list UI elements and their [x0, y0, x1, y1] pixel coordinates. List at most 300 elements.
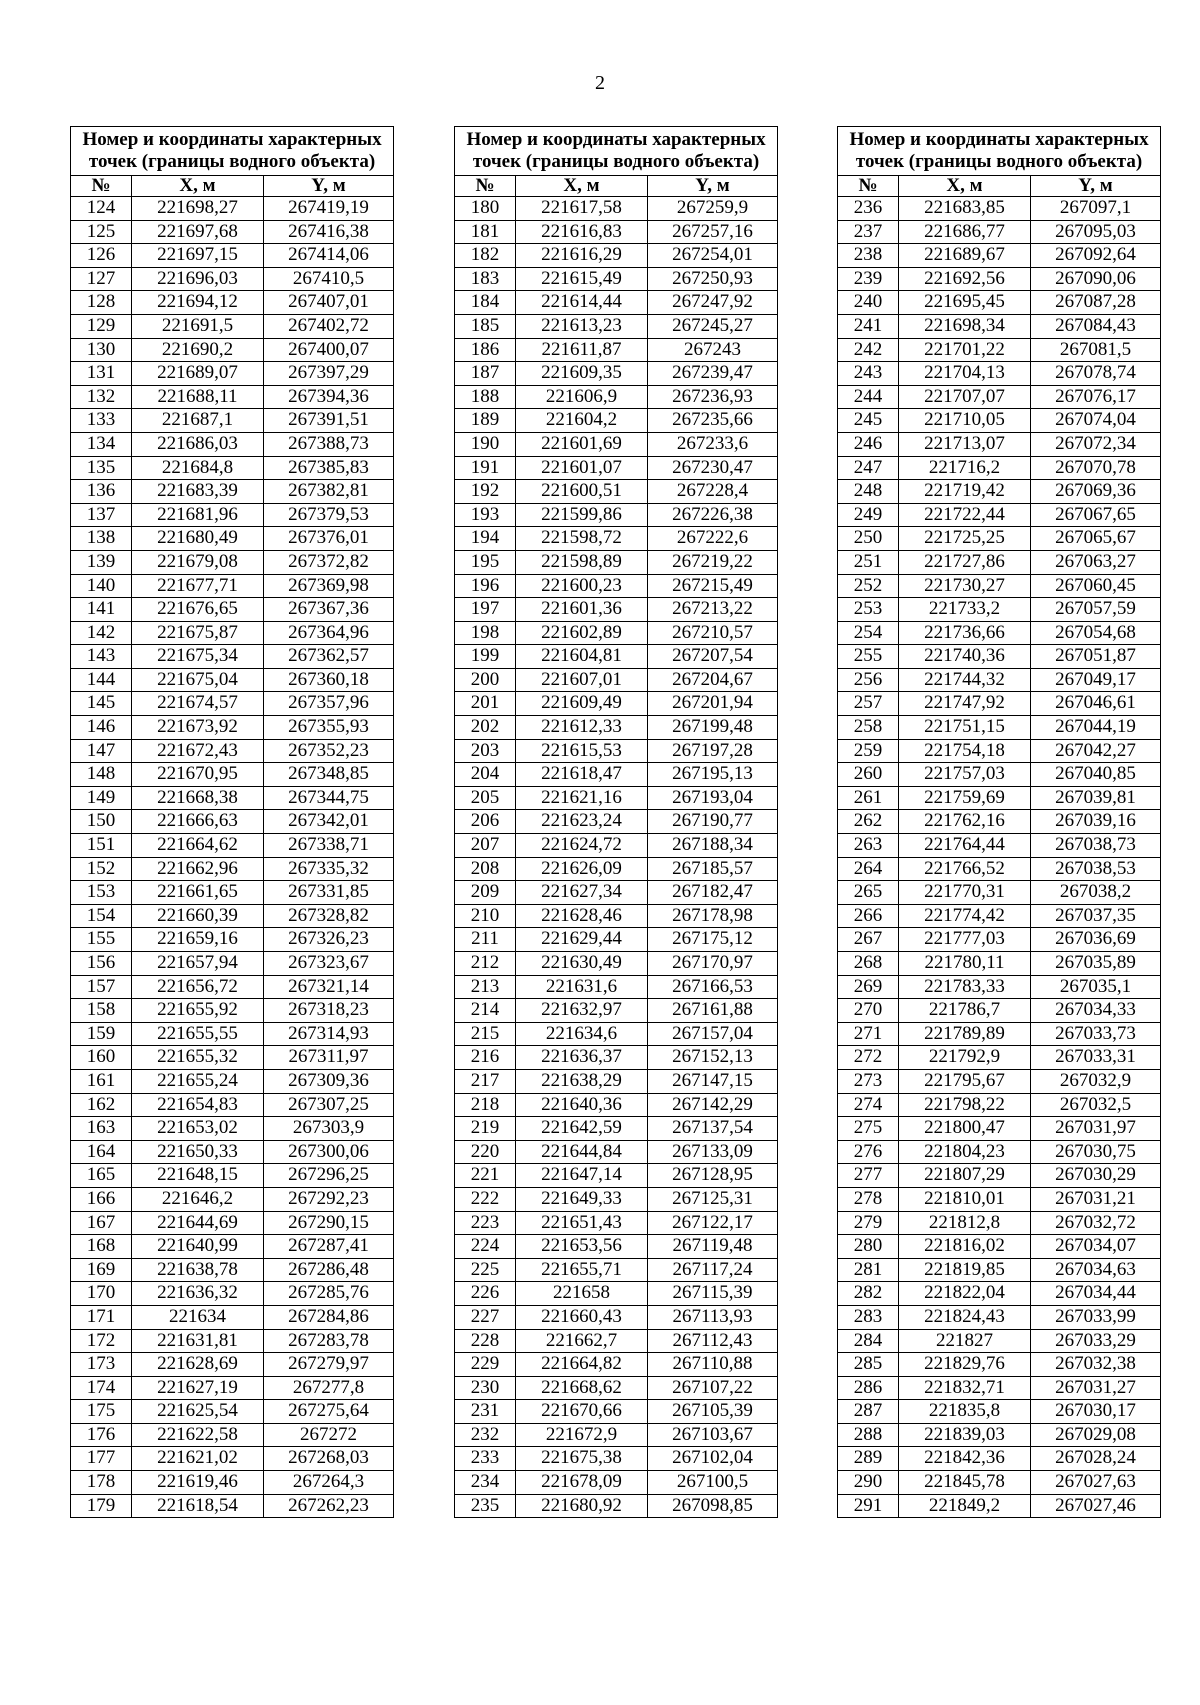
y-coordinate-cell: 267201,94	[648, 692, 778, 716]
x-coordinate-cell: 221722,44	[899, 503, 1031, 527]
table-row	[455, 1471, 778, 1495]
table-row	[71, 291, 394, 315]
x-coordinate-cell: 221648,15	[132, 1164, 264, 1188]
y-coordinate-cell: 267400,07	[264, 338, 394, 362]
point-number-cell: 155	[71, 928, 132, 952]
y-coordinate-cell: 267292,23	[264, 1187, 394, 1211]
x-coordinate-cell: 221795,67	[899, 1069, 1031, 1093]
column-header-number: №	[71, 176, 132, 197]
point-number-cell: 278	[838, 1187, 899, 1211]
y-coordinate-cell: 267233,6	[648, 432, 778, 456]
point-number-cell: 198	[455, 621, 516, 645]
y-coordinate-cell: 267142,29	[648, 1093, 778, 1117]
y-coordinate-cell: 267115,39	[648, 1282, 778, 1306]
point-number-cell: 270	[838, 999, 899, 1023]
y-coordinate-cell: 267369,98	[264, 574, 394, 598]
x-coordinate-cell: 221692,56	[899, 267, 1031, 291]
x-coordinate-cell: 221606,9	[516, 385, 648, 409]
y-coordinate-cell: 267097,1	[1031, 197, 1161, 221]
y-coordinate-cell: 267272	[264, 1423, 394, 1447]
point-number-cell: 227	[455, 1305, 516, 1329]
x-coordinate-cell: 221666,63	[132, 810, 264, 834]
table-row	[71, 1376, 394, 1400]
x-coordinate-cell: 221686,03	[132, 432, 264, 456]
y-coordinate-cell: 267113,93	[648, 1305, 778, 1329]
y-coordinate-cell: 267054,68	[1031, 621, 1161, 645]
table-row	[838, 1046, 1161, 1070]
y-coordinate-cell: 267275,64	[264, 1400, 394, 1424]
point-number-cell: 125	[71, 220, 132, 244]
y-coordinate-cell: 267103,67	[648, 1423, 778, 1447]
x-coordinate-cell: 221751,15	[899, 716, 1031, 740]
x-coordinate-cell: 221655,71	[516, 1258, 648, 1282]
y-coordinate-cell: 267402,72	[264, 314, 394, 338]
x-coordinate-cell: 221649,33	[516, 1187, 648, 1211]
point-number-cell: 131	[71, 362, 132, 386]
y-coordinate-cell: 267376,01	[264, 527, 394, 551]
point-number-cell: 154	[71, 904, 132, 928]
table-row	[71, 1447, 394, 1471]
point-number-cell: 281	[838, 1258, 899, 1282]
table-row	[455, 1258, 778, 1282]
table-row	[838, 480, 1161, 504]
y-coordinate-cell: 267245,27	[648, 314, 778, 338]
table-row	[838, 786, 1161, 810]
y-coordinate-cell: 267239,47	[648, 362, 778, 386]
y-coordinate-cell: 267032,72	[1031, 1211, 1161, 1235]
y-coordinate-cell: 267119,48	[648, 1235, 778, 1259]
x-coordinate-cell: 221694,12	[132, 291, 264, 315]
x-coordinate-cell: 221630,49	[516, 952, 648, 976]
point-number-cell: 145	[71, 692, 132, 716]
table-row	[455, 952, 778, 976]
point-number-cell: 124	[71, 197, 132, 221]
table-row	[838, 385, 1161, 409]
point-number-cell: 240	[838, 291, 899, 315]
table-row	[455, 456, 778, 480]
point-number-cell: 156	[71, 952, 132, 976]
point-number-cell: 225	[455, 1258, 516, 1282]
point-number-cell: 196	[455, 574, 516, 598]
y-coordinate-cell: 267122,17	[648, 1211, 778, 1235]
x-coordinate-cell: 221664,82	[516, 1353, 648, 1377]
x-coordinate-cell: 221644,84	[516, 1140, 648, 1164]
y-coordinate-cell: 267414,06	[264, 244, 394, 268]
y-coordinate-cell: 267030,17	[1031, 1400, 1161, 1424]
y-coordinate-cell: 267110,88	[648, 1353, 778, 1377]
x-coordinate-cell: 221691,5	[132, 314, 264, 338]
point-number-cell: 271	[838, 1022, 899, 1046]
x-coordinate-cell: 221624,72	[516, 834, 648, 858]
y-coordinate-cell: 267204,67	[648, 668, 778, 692]
x-coordinate-cell: 221627,19	[132, 1376, 264, 1400]
y-coordinate-cell: 267033,29	[1031, 1329, 1161, 1353]
point-number-cell: 247	[838, 456, 899, 480]
x-coordinate-cell: 221675,87	[132, 621, 264, 645]
point-number-cell: 134	[71, 432, 132, 456]
column-header-x: X, м	[132, 176, 264, 197]
y-coordinate-cell: 267367,36	[264, 598, 394, 622]
y-coordinate-cell: 267032,38	[1031, 1353, 1161, 1377]
table-row	[455, 999, 778, 1023]
table-row	[838, 527, 1161, 551]
point-number-cell: 205	[455, 786, 516, 810]
point-number-cell: 264	[838, 857, 899, 881]
x-coordinate-cell: 221754,18	[899, 739, 1031, 763]
table-row	[455, 1069, 778, 1093]
table-row	[71, 999, 394, 1023]
x-coordinate-cell: 221679,08	[132, 550, 264, 574]
x-coordinate-cell: 221725,25	[899, 527, 1031, 551]
table-row	[71, 314, 394, 338]
point-number-cell: 173	[71, 1353, 132, 1377]
x-coordinate-cell: 221835,8	[899, 1400, 1031, 1424]
table-row	[71, 1140, 394, 1164]
y-coordinate-cell: 267360,18	[264, 668, 394, 692]
y-coordinate-cell: 267031,21	[1031, 1187, 1161, 1211]
y-coordinate-cell: 267362,57	[264, 645, 394, 669]
y-coordinate-cell: 267219,22	[648, 550, 778, 574]
y-coordinate-cell: 267030,29	[1031, 1164, 1161, 1188]
table-row	[71, 1093, 394, 1117]
x-coordinate-cell: 221631,81	[132, 1329, 264, 1353]
table-row	[838, 550, 1161, 574]
table-row	[455, 1046, 778, 1070]
point-number-cell: 167	[71, 1211, 132, 1235]
table-row	[838, 1400, 1161, 1424]
x-coordinate-cell: 221697,15	[132, 244, 264, 268]
point-number-cell: 260	[838, 763, 899, 787]
table-row	[455, 1164, 778, 1188]
point-number-cell: 217	[455, 1069, 516, 1093]
table-row	[71, 763, 394, 787]
table-row	[838, 1329, 1161, 1353]
point-number-cell: 230	[455, 1376, 516, 1400]
point-number-cell: 143	[71, 645, 132, 669]
point-number-cell: 266	[838, 904, 899, 928]
y-coordinate-cell: 267296,25	[264, 1164, 394, 1188]
y-coordinate-cell: 267364,96	[264, 621, 394, 645]
x-coordinate-cell: 221707,07	[899, 385, 1031, 409]
x-coordinate-cell: 221689,67	[899, 244, 1031, 268]
y-coordinate-cell: 267125,31	[648, 1187, 778, 1211]
y-coordinate-cell: 267107,22	[648, 1376, 778, 1400]
y-coordinate-cell: 267063,27	[1031, 550, 1161, 574]
table-row	[838, 456, 1161, 480]
x-coordinate-cell: 221807,29	[899, 1164, 1031, 1188]
x-coordinate-cell: 221625,54	[132, 1400, 264, 1424]
table-row	[838, 881, 1161, 905]
y-coordinate-cell: 267228,4	[648, 480, 778, 504]
point-number-cell: 133	[71, 409, 132, 433]
y-coordinate-cell: 267095,03	[1031, 220, 1161, 244]
table-row	[71, 267, 394, 291]
table-row	[71, 1423, 394, 1447]
y-coordinate-cell: 267190,77	[648, 810, 778, 834]
point-number-cell: 202	[455, 716, 516, 740]
x-coordinate-cell: 221634,6	[516, 1022, 648, 1046]
point-number-cell: 218	[455, 1093, 516, 1117]
table-row	[455, 668, 778, 692]
point-number-cell: 175	[71, 1400, 132, 1424]
x-coordinate-cell: 221845,78	[899, 1471, 1031, 1495]
point-number-cell: 244	[838, 385, 899, 409]
table-row	[71, 338, 394, 362]
y-coordinate-cell: 267352,23	[264, 739, 394, 763]
table-row	[838, 244, 1161, 268]
table-row	[455, 1353, 778, 1377]
point-number-cell: 190	[455, 432, 516, 456]
table-row	[838, 362, 1161, 386]
table-row	[838, 503, 1161, 527]
x-coordinate-cell: 221766,52	[899, 857, 1031, 881]
y-coordinate-cell: 267247,92	[648, 291, 778, 315]
y-coordinate-cell: 267357,96	[264, 692, 394, 716]
point-number-cell: 200	[455, 668, 516, 692]
point-number-cell: 250	[838, 527, 899, 551]
table-row	[455, 786, 778, 810]
table-row	[455, 314, 778, 338]
x-coordinate-cell: 221689,07	[132, 362, 264, 386]
point-number-cell: 201	[455, 692, 516, 716]
point-number-cell: 289	[838, 1447, 899, 1471]
y-coordinate-cell: 267309,36	[264, 1069, 394, 1093]
point-number-cell: 277	[838, 1164, 899, 1188]
table-row	[838, 1140, 1161, 1164]
point-number-cell: 186	[455, 338, 516, 362]
point-number-cell: 216	[455, 1046, 516, 1070]
y-coordinate-cell: 267286,48	[264, 1258, 394, 1282]
table-row	[455, 716, 778, 740]
y-coordinate-cell: 267031,27	[1031, 1376, 1161, 1400]
x-coordinate-cell: 221628,46	[516, 904, 648, 928]
y-coordinate-cell: 267035,89	[1031, 952, 1161, 976]
y-coordinate-cell: 267379,53	[264, 503, 394, 527]
point-number-cell: 141	[71, 598, 132, 622]
point-number-cell: 269	[838, 975, 899, 999]
column-header-y: Y, м	[264, 176, 394, 197]
table-row	[71, 1046, 394, 1070]
y-coordinate-cell: 267328,82	[264, 904, 394, 928]
y-coordinate-cell: 267342,01	[264, 810, 394, 834]
x-coordinate-cell: 221623,24	[516, 810, 648, 834]
point-number-cell: 210	[455, 904, 516, 928]
x-coordinate-cell: 221642,59	[516, 1117, 648, 1141]
table-row	[838, 1376, 1161, 1400]
table-row	[71, 1282, 394, 1306]
point-number-cell: 241	[838, 314, 899, 338]
table-row	[455, 409, 778, 433]
column-header-number: №	[838, 176, 899, 197]
y-coordinate-cell: 267257,16	[648, 220, 778, 244]
y-coordinate-cell: 267152,13	[648, 1046, 778, 1070]
point-number-cell: 256	[838, 668, 899, 692]
x-coordinate-cell: 221655,24	[132, 1069, 264, 1093]
table-row	[455, 810, 778, 834]
y-coordinate-cell: 267207,54	[648, 645, 778, 669]
x-coordinate-cell: 221598,89	[516, 550, 648, 574]
table-row	[838, 621, 1161, 645]
y-coordinate-cell: 267081,5	[1031, 338, 1161, 362]
point-number-cell: 169	[71, 1258, 132, 1282]
x-coordinate-cell: 221599,86	[516, 503, 648, 527]
point-number-cell: 236	[838, 197, 899, 221]
x-coordinate-cell: 221832,71	[899, 1376, 1031, 1400]
y-coordinate-cell: 267084,43	[1031, 314, 1161, 338]
x-coordinate-cell: 221628,69	[132, 1353, 264, 1377]
table-row	[71, 432, 394, 456]
table-row	[838, 1022, 1161, 1046]
y-coordinate-cell: 267034,07	[1031, 1235, 1161, 1259]
point-number-cell: 223	[455, 1211, 516, 1235]
y-coordinate-cell: 267215,49	[648, 574, 778, 598]
y-coordinate-cell: 267307,25	[264, 1093, 394, 1117]
y-coordinate-cell: 267170,97	[648, 952, 778, 976]
point-number-cell: 257	[838, 692, 899, 716]
y-coordinate-cell: 267199,48	[648, 716, 778, 740]
table-row	[838, 952, 1161, 976]
coordinates-table-1	[70, 126, 394, 1518]
y-coordinate-cell: 267060,45	[1031, 574, 1161, 598]
table-row	[838, 1187, 1161, 1211]
table-row	[455, 1093, 778, 1117]
y-coordinate-cell: 267259,9	[648, 197, 778, 221]
x-coordinate-cell: 221638,78	[132, 1258, 264, 1282]
table-row	[455, 645, 778, 669]
table-row	[71, 786, 394, 810]
x-coordinate-cell: 221651,43	[516, 1211, 648, 1235]
point-number-cell: 279	[838, 1211, 899, 1235]
point-number-cell: 276	[838, 1140, 899, 1164]
x-coordinate-cell: 221819,85	[899, 1258, 1031, 1282]
point-number-cell: 170	[71, 1282, 132, 1306]
point-number-cell: 184	[455, 291, 516, 315]
point-number-cell: 178	[71, 1471, 132, 1495]
x-coordinate-cell: 221629,44	[516, 928, 648, 952]
point-number-cell: 194	[455, 527, 516, 551]
point-number-cell: 220	[455, 1140, 516, 1164]
point-number-cell: 129	[71, 314, 132, 338]
y-coordinate-cell: 267112,43	[648, 1329, 778, 1353]
x-coordinate-cell: 221687,1	[132, 409, 264, 433]
table-row	[455, 1494, 778, 1518]
table-row	[455, 432, 778, 456]
x-coordinate-cell: 221719,42	[899, 480, 1031, 504]
point-number-cell: 159	[71, 1022, 132, 1046]
point-number-cell: 275	[838, 1117, 899, 1141]
table-row	[71, 503, 394, 527]
x-coordinate-cell: 221680,49	[132, 527, 264, 551]
table-row	[455, 1235, 778, 1259]
coordinates-table-2	[454, 126, 778, 1518]
table-row	[71, 1305, 394, 1329]
x-coordinate-cell: 221660,43	[516, 1305, 648, 1329]
table-row	[455, 739, 778, 763]
y-coordinate-cell: 267038,2	[1031, 881, 1161, 905]
y-coordinate-cell: 267034,44	[1031, 1282, 1161, 1306]
table-row	[838, 1069, 1161, 1093]
x-coordinate-cell: 221759,69	[899, 786, 1031, 810]
x-coordinate-cell: 221616,29	[516, 244, 648, 268]
x-coordinate-cell: 221668,62	[516, 1376, 648, 1400]
table-row	[71, 716, 394, 740]
table-row	[455, 881, 778, 905]
y-coordinate-cell: 267046,61	[1031, 692, 1161, 716]
x-coordinate-cell: 221733,2	[899, 598, 1031, 622]
table-row	[838, 1494, 1161, 1518]
table-row	[71, 810, 394, 834]
point-number-cell: 188	[455, 385, 516, 409]
y-coordinate-cell: 267074,04	[1031, 409, 1161, 433]
table-row	[455, 244, 778, 268]
table-row	[838, 1305, 1161, 1329]
point-number-cell: 193	[455, 503, 516, 527]
point-number-cell: 164	[71, 1140, 132, 1164]
point-number-cell: 126	[71, 244, 132, 268]
table-row	[71, 480, 394, 504]
x-coordinate-cell: 221655,92	[132, 999, 264, 1023]
x-coordinate-cell: 221680,92	[516, 1494, 648, 1518]
y-coordinate-cell: 267268,03	[264, 1447, 394, 1471]
x-coordinate-cell: 221658	[516, 1282, 648, 1306]
y-coordinate-cell: 267222,6	[648, 527, 778, 551]
x-coordinate-cell: 221601,07	[516, 456, 648, 480]
table-row	[71, 645, 394, 669]
x-coordinate-cell: 221644,69	[132, 1211, 264, 1235]
table-row	[455, 527, 778, 551]
table-row	[838, 1117, 1161, 1141]
table-row	[455, 503, 778, 527]
table-row	[838, 834, 1161, 858]
y-coordinate-cell: 267262,23	[264, 1494, 394, 1518]
point-number-cell: 259	[838, 739, 899, 763]
point-number-cell: 195	[455, 550, 516, 574]
point-number-cell: 139	[71, 550, 132, 574]
table-row	[838, 220, 1161, 244]
point-number-cell: 265	[838, 881, 899, 905]
table-row	[455, 197, 778, 221]
table-row	[71, 904, 394, 928]
x-coordinate-cell: 221672,43	[132, 739, 264, 763]
table-row	[838, 668, 1161, 692]
x-coordinate-cell: 221600,23	[516, 574, 648, 598]
point-number-cell: 150	[71, 810, 132, 834]
table-row	[71, 244, 394, 268]
x-coordinate-cell: 221616,83	[516, 220, 648, 244]
point-number-cell: 165	[71, 1164, 132, 1188]
table-row	[71, 881, 394, 905]
x-coordinate-cell: 221810,01	[899, 1187, 1031, 1211]
table-row	[838, 1211, 1161, 1235]
table-row	[838, 975, 1161, 999]
table-row	[455, 1022, 778, 1046]
table-row	[71, 1022, 394, 1046]
x-coordinate-cell: 221600,51	[516, 480, 648, 504]
y-coordinate-cell: 267072,34	[1031, 432, 1161, 456]
column-header-number: №	[455, 176, 516, 197]
x-coordinate-cell: 221654,83	[132, 1093, 264, 1117]
y-coordinate-cell: 267250,93	[648, 267, 778, 291]
x-coordinate-cell: 221736,66	[899, 621, 1031, 645]
table-row	[71, 385, 394, 409]
point-number-cell: 168	[71, 1235, 132, 1259]
table-row	[71, 1235, 394, 1259]
table-row	[455, 1117, 778, 1141]
table-row	[71, 857, 394, 881]
point-number-cell: 197	[455, 598, 516, 622]
table-row	[838, 197, 1161, 221]
y-coordinate-cell: 267038,73	[1031, 834, 1161, 858]
